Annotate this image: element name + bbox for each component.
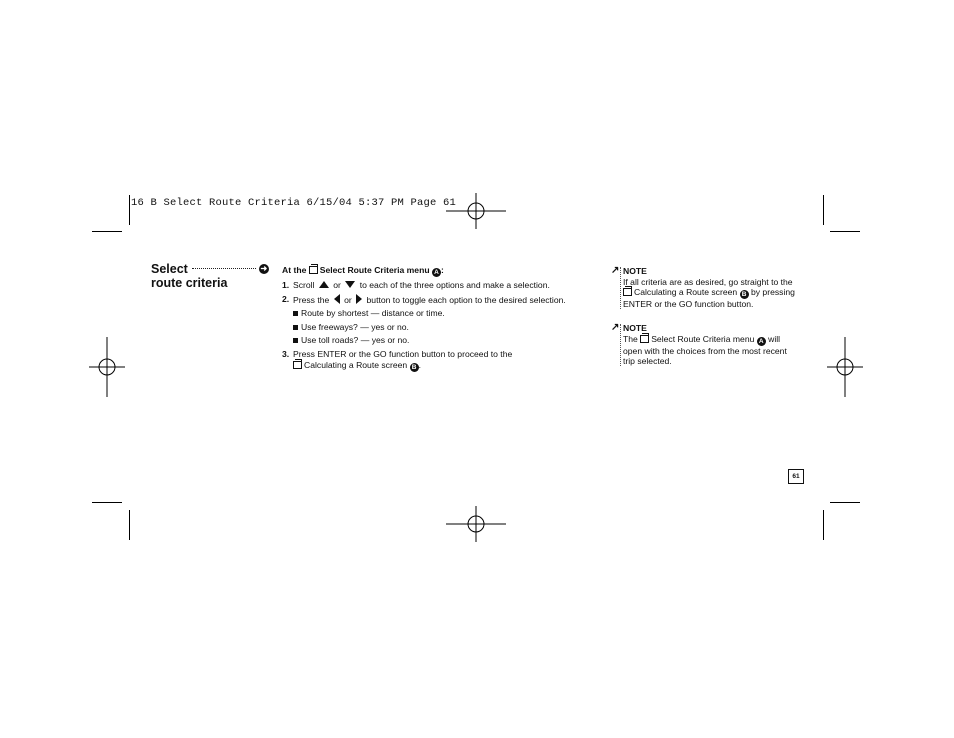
note-arrow-icon: ↗ bbox=[611, 322, 620, 333]
note-title: NOTE bbox=[623, 323, 647, 333]
crop-mark bbox=[129, 510, 130, 540]
step-1: 1. Scroll or to each of the three options and make a selection. bbox=[282, 280, 550, 290]
bullet-square-icon bbox=[293, 338, 298, 343]
down-arrow-icon bbox=[345, 281, 355, 288]
crop-mark bbox=[92, 231, 122, 232]
heading-text: Select bbox=[151, 262, 188, 276]
menu-icon bbox=[623, 288, 632, 296]
page-number: 61 bbox=[788, 469, 804, 484]
registration-mark-icon bbox=[77, 337, 137, 397]
marker-a-icon: A bbox=[432, 268, 441, 277]
list-item: Use freeways? — yes or no. bbox=[293, 322, 582, 333]
section-heading bbox=[151, 262, 269, 290]
instruction-steps bbox=[282, 265, 582, 375]
intro-line: At the Select Route Criteria menu A : bbox=[282, 265, 444, 276]
menu-icon bbox=[293, 361, 302, 369]
crop-mark bbox=[129, 195, 130, 225]
bullet-square-icon bbox=[293, 325, 298, 330]
crop-mark bbox=[92, 502, 122, 503]
heading-line-1 bbox=[151, 262, 269, 276]
crop-mark bbox=[823, 510, 824, 540]
menu-icon bbox=[640, 335, 649, 343]
marker-b-icon: B bbox=[410, 363, 419, 372]
list-item: Use toll roads? — yes or no. bbox=[293, 335, 582, 346]
left-arrow-icon bbox=[334, 294, 340, 304]
registration-mark-icon bbox=[815, 337, 875, 397]
printer-slug-line: 16 B Select Route Criteria 6/15/04 5:37 PM Page 61 bbox=[131, 197, 457, 209]
crop-mark bbox=[830, 231, 860, 232]
note-dotted-rule bbox=[620, 324, 621, 366]
heading-line-2: route criteria bbox=[151, 276, 228, 290]
marker-a-icon: A bbox=[757, 337, 766, 346]
step-2: 2. Press the or button to toggle each option to the desired selection. bbox=[282, 293, 566, 305]
up-arrow-icon bbox=[319, 281, 329, 288]
note-1: ↗ NOTE If all criteria are as desired, go straight to the Calculating a Route screen B by pressing ENTER or the GO function button. bbox=[611, 266, 801, 310]
marker-b-icon: B bbox=[740, 290, 749, 299]
note-dotted-rule bbox=[620, 267, 621, 309]
step-3: 3. Press ENTER or the GO function button to proceed to the Calculating a Route screen B . bbox=[282, 348, 513, 371]
crop-mark bbox=[823, 195, 824, 225]
dotted-leader bbox=[192, 268, 256, 269]
note-arrow-icon: ↗ bbox=[611, 265, 620, 276]
note-2: ↗ NOTE The Select Route Criteria menu A will open with the choices from the most recent trip selected. bbox=[611, 323, 801, 367]
right-arrow-icon bbox=[356, 294, 362, 304]
list-item: Route by shortest — distance or time. bbox=[293, 308, 582, 319]
arrow-circle-icon: ➜ bbox=[260, 263, 268, 273]
registration-mark-icon bbox=[446, 494, 506, 554]
note-title: NOTE bbox=[623, 266, 647, 276]
crop-mark bbox=[830, 502, 860, 503]
bullet-square-icon bbox=[293, 311, 298, 316]
menu-icon bbox=[309, 266, 318, 274]
registration-mark-icon bbox=[446, 181, 506, 241]
